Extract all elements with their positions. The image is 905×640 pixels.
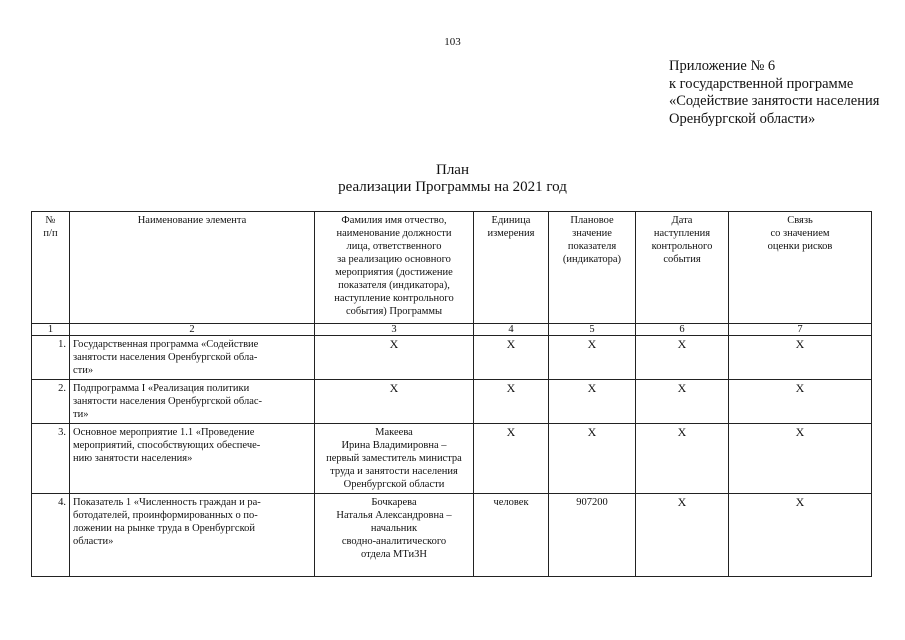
header-plan-value: Плановое значение показателя (индикатора): [549, 212, 636, 324]
row-risk-link: Х: [729, 336, 872, 380]
row-event-date: Х: [636, 494, 729, 577]
row-name: Основное мероприятие 1.1 «Проведение мероприятий, способствующих обеспече- нию занятости населения»: [70, 424, 315, 494]
header-event-date: Дата наступления контрольного события: [636, 212, 729, 324]
row-num: 2.: [32, 380, 70, 424]
row-num: 1.: [32, 336, 70, 380]
column-number: 7: [729, 324, 872, 336]
appendix-header: [669, 58, 879, 128]
header-name: Наименование элемента: [70, 212, 315, 324]
header-num: № п/п: [32, 212, 70, 324]
row-risk-link: Х: [729, 424, 872, 494]
row-unit: Х: [474, 336, 549, 380]
row-plan-value: Х: [549, 424, 636, 494]
row-responsible: Бочкарева Наталья Александровна – начальник сводно-аналитического отдела МТиЗН: [315, 494, 474, 577]
row-responsible: Х: [315, 336, 474, 380]
row-unit: человек: [474, 494, 549, 577]
row-unit: Х: [474, 424, 549, 494]
column-number-row: [32, 324, 872, 336]
row-name: Государственная программа «Содействие занятости населения Оренбургской обла- сти»: [70, 336, 315, 380]
table-row: [32, 380, 872, 424]
row-risk-link: Х: [729, 494, 872, 577]
row-risk-link: Х: [729, 380, 872, 424]
column-number: 6: [636, 324, 729, 336]
row-plan-value: Х: [549, 380, 636, 424]
row-plan-value: Х: [549, 336, 636, 380]
appendix-line-3: «Содействие занятости населения: [669, 93, 880, 109]
header-responsible: Фамилия имя отчество, наименование должности лица, ответственного за реализацию основного мероприятия (достижение показателя (индикатора), наступление контрольного события) Программы: [315, 212, 474, 324]
row-unit: Х: [474, 380, 549, 424]
column-number: 4: [474, 324, 549, 336]
row-responsible: Макеева Ирина Владимировна – первый заместитель министра труда и занятости населения Оренбургской области: [315, 424, 474, 494]
table-row: [32, 424, 872, 494]
table-row: [32, 494, 872, 577]
row-plan-value: 907200: [549, 494, 636, 577]
appendix-line-2: к государственной программе: [669, 75, 854, 92]
row-name: Показатель 1 «Численность граждан и ра- ботодателей, проинформированных о по- ложении на рынке труда в Оренбургской области»: [70, 494, 315, 577]
column-number: 5: [549, 324, 636, 336]
row-name: Подпрограмма I «Реализация политики занятости населения Оренбургской облас- ти»: [70, 380, 315, 424]
row-event-date: Х: [636, 336, 729, 380]
table-row: [32, 336, 872, 380]
row-responsible: Х: [315, 380, 474, 424]
column-number: 1: [32, 324, 70, 336]
header-unit: Единица измерения: [474, 212, 549, 324]
column-number: 2: [70, 324, 315, 336]
title-line-1: План: [435, 162, 469, 178]
row-event-date: Х: [636, 380, 729, 424]
row-event-date: Х: [636, 424, 729, 494]
column-number: 3: [315, 324, 474, 336]
appendix-line-1: Приложение № 6: [669, 58, 776, 74]
document-title: [0, 162, 905, 196]
header-row: [32, 212, 872, 324]
row-num: 4.: [32, 494, 70, 577]
page-number: 103: [444, 36, 461, 48]
title-line-2: реализации Программы на 2021 год: [338, 179, 567, 195]
header-risk-link: Связь со значением оценки рисков: [729, 212, 872, 324]
row-num: 3.: [32, 424, 70, 494]
appendix-line-4: Оренбургской области»: [669, 110, 816, 127]
plan-table: [31, 211, 872, 577]
